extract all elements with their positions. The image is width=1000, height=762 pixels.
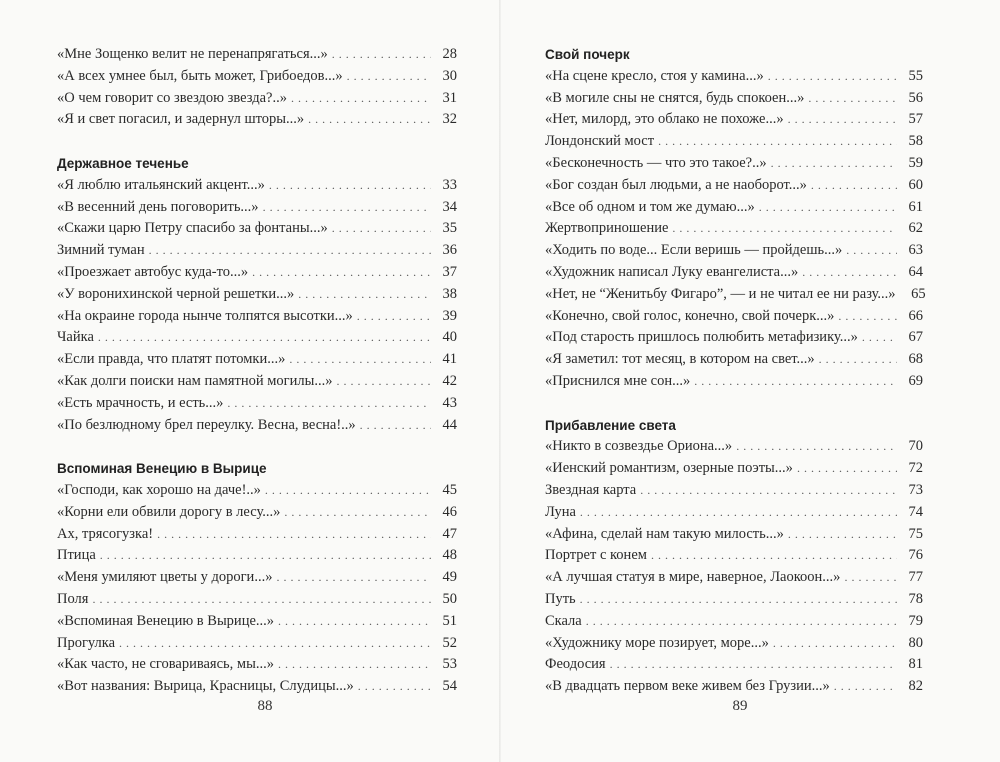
dot-leader: [736, 436, 897, 458]
book-gutter: [499, 0, 501, 762]
entry-title: «В могиле сны не снятся, будь спокоен...»: [545, 89, 805, 106]
entry-title: «Вот названия: Вырица, Красницы, Слудицы...»: [57, 678, 354, 695]
entry-page-number: 55: [908, 67, 923, 84]
toc-entry: [57, 633, 457, 655]
dot-leader: [278, 654, 431, 676]
entry-page-number: 76: [908, 547, 923, 564]
section-heading: Державное теченье: [57, 155, 189, 171]
entry-page-number: 44: [442, 416, 457, 433]
entry-title: «Меня умиляют цветы у дороги...»: [57, 569, 273, 586]
entry-page-number: 47: [442, 525, 457, 542]
entry-page-number: 54: [442, 678, 457, 695]
entry-title: Луна: [545, 503, 576, 520]
entry-page-number: 38: [442, 285, 457, 302]
toc-entry: [57, 327, 457, 349]
entry-title: «Я и свет погасил, и задернул шторы...»: [57, 111, 305, 128]
toc-entry: [57, 589, 457, 611]
dot-leader: [360, 415, 431, 437]
toc-entry: [57, 371, 457, 393]
dot-leader: [788, 524, 897, 546]
dot-leader: [298, 284, 431, 306]
entry-title: Феодосия: [545, 656, 606, 673]
toc-entry: [545, 436, 923, 458]
entry-title: «Проезжает автобус куда-то...»: [57, 263, 249, 280]
dot-leader: [276, 567, 431, 589]
entry-title: Портрет с конем: [545, 547, 647, 564]
toc-entry: [545, 197, 923, 219]
toc-entry: [57, 240, 457, 262]
entry-title: «Художнику море позирует, море...»: [545, 634, 769, 651]
toc-entry: [57, 415, 457, 437]
entry-page-number: 70: [908, 438, 923, 455]
dot-leader: [157, 524, 431, 546]
dot-leader: [252, 262, 431, 284]
toc-entry: [57, 393, 457, 415]
entry-title: «Как часто, не сговариваясь, мы...»: [57, 656, 274, 673]
entry-page-number: 34: [442, 198, 457, 215]
entry-page-number: 81: [908, 656, 923, 673]
dot-leader: [838, 306, 897, 328]
entry-page-number: 72: [908, 460, 923, 477]
dot-leader: [773, 633, 897, 655]
entry-title: «На сцене кресло, стоя у камина...»: [545, 67, 764, 84]
entry-page-number: 40: [442, 329, 457, 346]
entry-title: «Никто в созвездье Ориона...»: [545, 438, 733, 455]
entry-page-number: 78: [908, 590, 923, 607]
dot-leader: [149, 240, 431, 262]
entry-title: Звездная карта: [545, 481, 637, 498]
toc-entry: [57, 676, 457, 698]
entry-page-number: 41: [442, 351, 457, 368]
dot-leader: [119, 633, 431, 655]
entry-page-number: 45: [442, 481, 457, 498]
dot-leader: [347, 66, 431, 88]
dot-leader: [811, 175, 897, 197]
dot-leader: [265, 480, 431, 502]
entry-title: Птица: [57, 547, 96, 564]
dot-leader: [291, 88, 431, 110]
entry-page-number: 57: [908, 111, 923, 128]
dot-leader: [284, 502, 431, 524]
entry-title: «Я люблю итальянский акцент...»: [57, 176, 265, 193]
entry-page-number: 74: [908, 503, 923, 520]
entry-page-number: 63: [908, 242, 923, 259]
entry-title: «Мне Зощенко велит не перенапрягаться...»: [57, 46, 328, 62]
dot-leader: [759, 197, 897, 219]
dot-leader: [308, 109, 431, 131]
section-heading: Вспоминая Венецию в Вырице: [57, 461, 267, 477]
dot-leader: [358, 676, 431, 698]
entry-title: «Корни ели обвили дорогу в лесу...»: [57, 503, 281, 520]
entry-page-number: 52: [442, 634, 457, 651]
entry-page-number: 33: [442, 176, 457, 193]
entry-page-number: 30: [442, 67, 457, 84]
dot-leader: [640, 480, 897, 502]
entry-title: «Художник написал Луку евангелиста...»: [545, 263, 799, 280]
section-gap: [545, 393, 923, 415]
entry-title: «Афина, сделай нам такую милость...»: [545, 525, 784, 542]
section-gap: [57, 131, 457, 153]
entry-title: «У воронихинской черной решетки...»: [57, 285, 295, 302]
dot-leader: [808, 88, 897, 110]
dot-leader: [610, 654, 897, 676]
entry-title: «Господи, как хорошо на даче!..»: [57, 481, 261, 498]
toc-entry: [545, 633, 923, 655]
toc-entry: [545, 218, 923, 240]
toc-entry: [545, 153, 923, 175]
toc-entry: [545, 676, 923, 698]
entry-page-number: 62: [908, 220, 923, 237]
section-heading: Свой почерк: [545, 47, 630, 62]
toc-entry: [545, 589, 923, 611]
dot-leader: [672, 218, 897, 240]
entry-page-number: 51: [442, 612, 457, 629]
toc-entry: [545, 349, 923, 371]
dot-leader: [788, 109, 897, 131]
toc-entry: [545, 109, 923, 131]
toc-entry: [57, 545, 457, 567]
dot-leader: [846, 240, 897, 262]
dot-leader: [802, 262, 897, 284]
entry-page-number: 82: [908, 678, 923, 695]
dot-leader: [332, 44, 431, 66]
entry-page-number: 65: [911, 285, 926, 302]
entry-title: Прогулка: [57, 634, 116, 651]
entry-page-number: 79: [908, 612, 923, 629]
toc-entry: [57, 502, 457, 524]
entry-page-number: 49: [442, 569, 457, 586]
dot-leader: [269, 175, 431, 197]
entry-page-number: 31: [442, 89, 457, 106]
entry-page-number: 75: [908, 525, 923, 542]
toc-entry: [545, 458, 923, 480]
entry-title: «Под старость пришлось полюбить метафизику...»: [545, 329, 858, 346]
entry-title: «В весенний день поговорить...»: [57, 198, 259, 215]
entry-title: Поля: [57, 590, 89, 607]
toc-entry: [57, 262, 457, 284]
dot-leader: [92, 589, 431, 611]
dot-leader: [694, 371, 897, 393]
entry-title: «А всех умнее был, быть может, Грибоедов...»: [57, 67, 343, 84]
entry-page-number: 56: [908, 89, 923, 106]
entry-page-number: 77: [908, 569, 923, 586]
right-table-of-contents: [545, 44, 926, 698]
entry-title: Путь: [545, 590, 576, 607]
toc-entry: [57, 524, 457, 546]
entry-page-number: 80: [908, 634, 923, 651]
toc-entry: [545, 480, 923, 502]
toc-entry: [57, 567, 457, 589]
toc-entry: [57, 654, 457, 676]
entry-title: «Нет, милорд, это облако не похоже...»: [545, 111, 784, 128]
toc-entry: [545, 611, 923, 633]
toc-entry: [57, 66, 457, 88]
toc-entry: [545, 284, 926, 306]
entry-title: «Иенский романтизм, озерные поэты...»: [545, 460, 793, 477]
right-page-number: 89: [732, 698, 748, 714]
toc-entry: [545, 88, 923, 110]
entry-title: Жертвоприношение: [545, 220, 669, 237]
entry-page-number: 68: [908, 351, 923, 368]
entry-page-number: 43: [442, 394, 457, 411]
toc-entry: [545, 175, 923, 197]
entry-title: «Есть мрачность, и есть...»: [57, 394, 224, 411]
toc-entry: [57, 284, 457, 306]
toc-entry: [57, 480, 457, 502]
entry-page-number: 37: [442, 263, 457, 280]
entry-title: «Если правда, что платят потомки...»: [57, 351, 286, 368]
toc-entry: [57, 175, 457, 197]
entry-title: «Я заметил: тот месяц, в котором на свет...»: [545, 351, 815, 368]
entry-page-number: 59: [908, 154, 923, 171]
entry-title: «Конечно, свой голос, конечно, свой почерк...»: [545, 307, 835, 324]
entry-page-number: 35: [442, 220, 457, 237]
toc-entry: [57, 306, 457, 328]
entry-page-number: 58: [908, 133, 923, 150]
toc-entry: [545, 502, 923, 524]
dot-leader: [100, 545, 431, 567]
entry-title: «О чем говорит со звездою звезда?..»: [57, 89, 287, 106]
dot-leader: [98, 327, 431, 349]
toc-entry: [545, 262, 923, 284]
dot-leader: [332, 218, 431, 240]
toc-entry: [57, 88, 457, 110]
entry-page-number: 48: [442, 547, 457, 564]
toc-entry: [545, 545, 923, 567]
toc-entry: [57, 109, 457, 131]
toc-entry: [545, 654, 923, 676]
entry-title: Зимний туман: [57, 242, 145, 259]
dot-leader: [797, 458, 897, 480]
entry-page-number: 60: [908, 176, 923, 193]
toc-entry: [545, 371, 923, 393]
entry-title: «Нет, не “Женитьбу Фигаро”, — и не читал ее ни разу...»: [545, 285, 896, 302]
dot-leader: [768, 66, 897, 88]
entry-title: Ах, трясогузка!: [57, 525, 154, 542]
dot-leader: [263, 197, 431, 219]
dot-leader: [658, 131, 897, 153]
entry-title: Чайка: [57, 329, 94, 346]
entry-title: «По безлюдному брел переулку. Весна, весна!..»: [57, 416, 356, 433]
toc-entry: [545, 66, 923, 88]
entry-page-number: 69: [908, 372, 923, 389]
entry-page-number: 66: [908, 307, 923, 324]
dot-leader: [336, 371, 431, 393]
entry-title: «Все об одном и том же думаю...»: [545, 198, 755, 215]
entry-title: «Бесконечность — что это такое?..»: [545, 154, 767, 171]
toc-entry: [57, 218, 457, 240]
dot-leader: [289, 349, 431, 371]
entry-page-number: 36: [442, 242, 457, 259]
toc-entry: [545, 306, 923, 328]
entry-page-number: 53: [442, 656, 457, 673]
toc-entry: [545, 524, 923, 546]
entry-title: «На окраине города нынче толпятся высотки...»: [57, 307, 353, 324]
toc-entry: [57, 349, 457, 371]
entry-title: «Вспоминая Венецию в Вырице...»: [57, 612, 275, 629]
entry-title: Лондонский мост: [545, 133, 655, 150]
toc-entry: [545, 240, 923, 262]
entry-page-number: 50: [442, 590, 457, 607]
section-heading: Прибавление света: [545, 417, 676, 433]
dot-leader: [227, 393, 431, 415]
dot-leader: [580, 589, 897, 611]
entry-page-number: 32: [442, 111, 457, 128]
entry-page-number: 28: [442, 46, 457, 62]
toc-entry: [545, 567, 923, 589]
entry-title: «Приснился мне сон...»: [545, 372, 691, 389]
entry-page-number: 46: [442, 503, 457, 520]
dot-leader: [651, 545, 897, 567]
dot-leader: [278, 611, 431, 633]
toc-entry: [57, 44, 457, 66]
toc-entry: [545, 327, 923, 349]
entry-page-number: 64: [908, 263, 923, 280]
dot-leader: [834, 676, 897, 698]
entry-title: «Как долги поиски нам памятной могилы...»: [57, 372, 333, 389]
entry-title: «В двадцать первом веке живем без Грузии...»: [545, 678, 830, 695]
entry-page-number: 73: [908, 481, 923, 498]
toc-entry: [57, 197, 457, 219]
entry-title: «А лучшая статуя в мире, наверное, Лаокоон...»: [545, 569, 841, 586]
entry-title: «Бог создан был людьми, а не наоборот...»: [545, 176, 807, 193]
entry-title: «Ходить по воде... Если веришь — пройдешь...»: [545, 242, 843, 259]
entry-page-number: 42: [442, 372, 457, 389]
dot-leader: [580, 502, 897, 524]
dot-leader: [862, 327, 897, 349]
toc-entry: [545, 131, 923, 153]
entry-title: «Скажи царю Петру спасибо за фонтаны...»: [57, 220, 328, 237]
toc-entry: [57, 611, 457, 633]
entry-page-number: 39: [442, 307, 457, 324]
dot-leader: [771, 153, 897, 175]
entry-page-number: 61: [908, 198, 923, 215]
dot-leader: [357, 306, 431, 328]
entry-title: Скала: [545, 612, 582, 629]
entry-page-number: 67: [908, 329, 923, 346]
dot-leader: [844, 567, 897, 589]
left-table-of-contents: [57, 44, 457, 698]
dot-leader: [586, 611, 897, 633]
left-page-number: 88: [257, 698, 273, 714]
section-gap: [57, 436, 457, 458]
dot-leader: [819, 349, 897, 371]
